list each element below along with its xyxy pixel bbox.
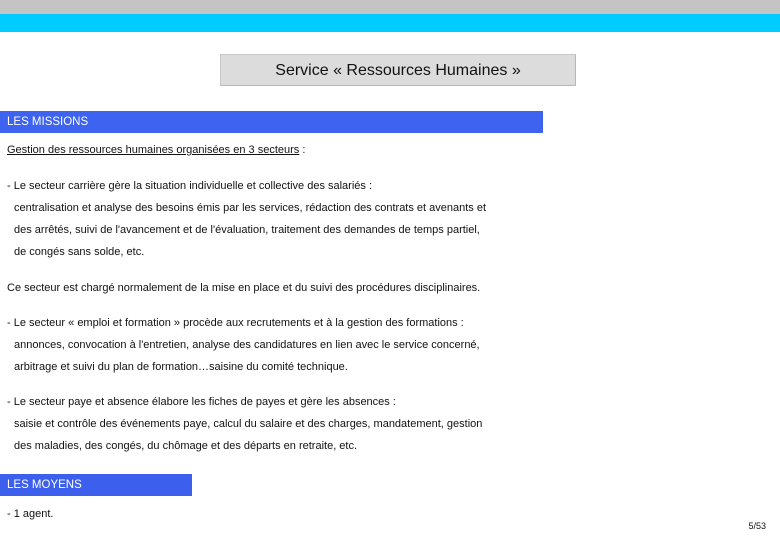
sector-paye-heading: - Le secteur paye et absence élabore les fiches de payes et gère les absences :: [7, 396, 396, 408]
sector-emploi-heading: - Le secteur « emploi et formation » procède aux recrutements et à la gestion des formations :: [7, 317, 464, 329]
missions-header: LES MISSIONS: [0, 111, 543, 133]
sector-carriere-line: de congés sans solde, etc.: [14, 246, 145, 258]
sector-carriere-note: Ce secteur est chargé normalement de la mise en place et du suivi des procédures disciplinaires.: [7, 282, 481, 294]
moyens-item: - 1 agent.: [7, 508, 54, 520]
moyens-header: LES MOYENS: [0, 474, 192, 496]
sector-paye-line: saisie et contrôle des événements paye, calcul du salaire et des charges, mandatement, gestion: [14, 418, 483, 430]
intro-suffix: :: [299, 144, 306, 156]
intro-line: [7, 144, 305, 156]
page-number: 5/53: [748, 521, 766, 531]
sector-carriere-line: des arrêtés, suivi de l'avancement et de l'évaluation, traitement des demandes de temps partiel,: [14, 224, 480, 236]
sector-emploi-line: annonces, convocation à l'entretien, analyse des candidatures en lien avec le service concerné,: [14, 339, 480, 351]
sector-carriere-heading: - Le secteur carrière gère la situation individuelle et collective des salariés :: [7, 180, 373, 192]
sector-emploi-line: arbitrage et suivi du plan de formation…saisine du comité technique.: [14, 361, 348, 373]
sector-paye-line: des maladies, des congés, du chômage et des départs en retraite, etc.: [14, 440, 358, 452]
intro-underlined-text: Gestion des ressources humaines organisées en 3 secteurs: [7, 144, 300, 156]
top-gray-band: [0, 0, 780, 14]
page-title: Service « Ressources Humaines »: [220, 54, 576, 86]
sector-carriere-line: centralisation et analyse des besoins émis par les services, rédaction des contrats et avenants et: [14, 202, 487, 214]
top-cyan-band: [0, 14, 780, 32]
